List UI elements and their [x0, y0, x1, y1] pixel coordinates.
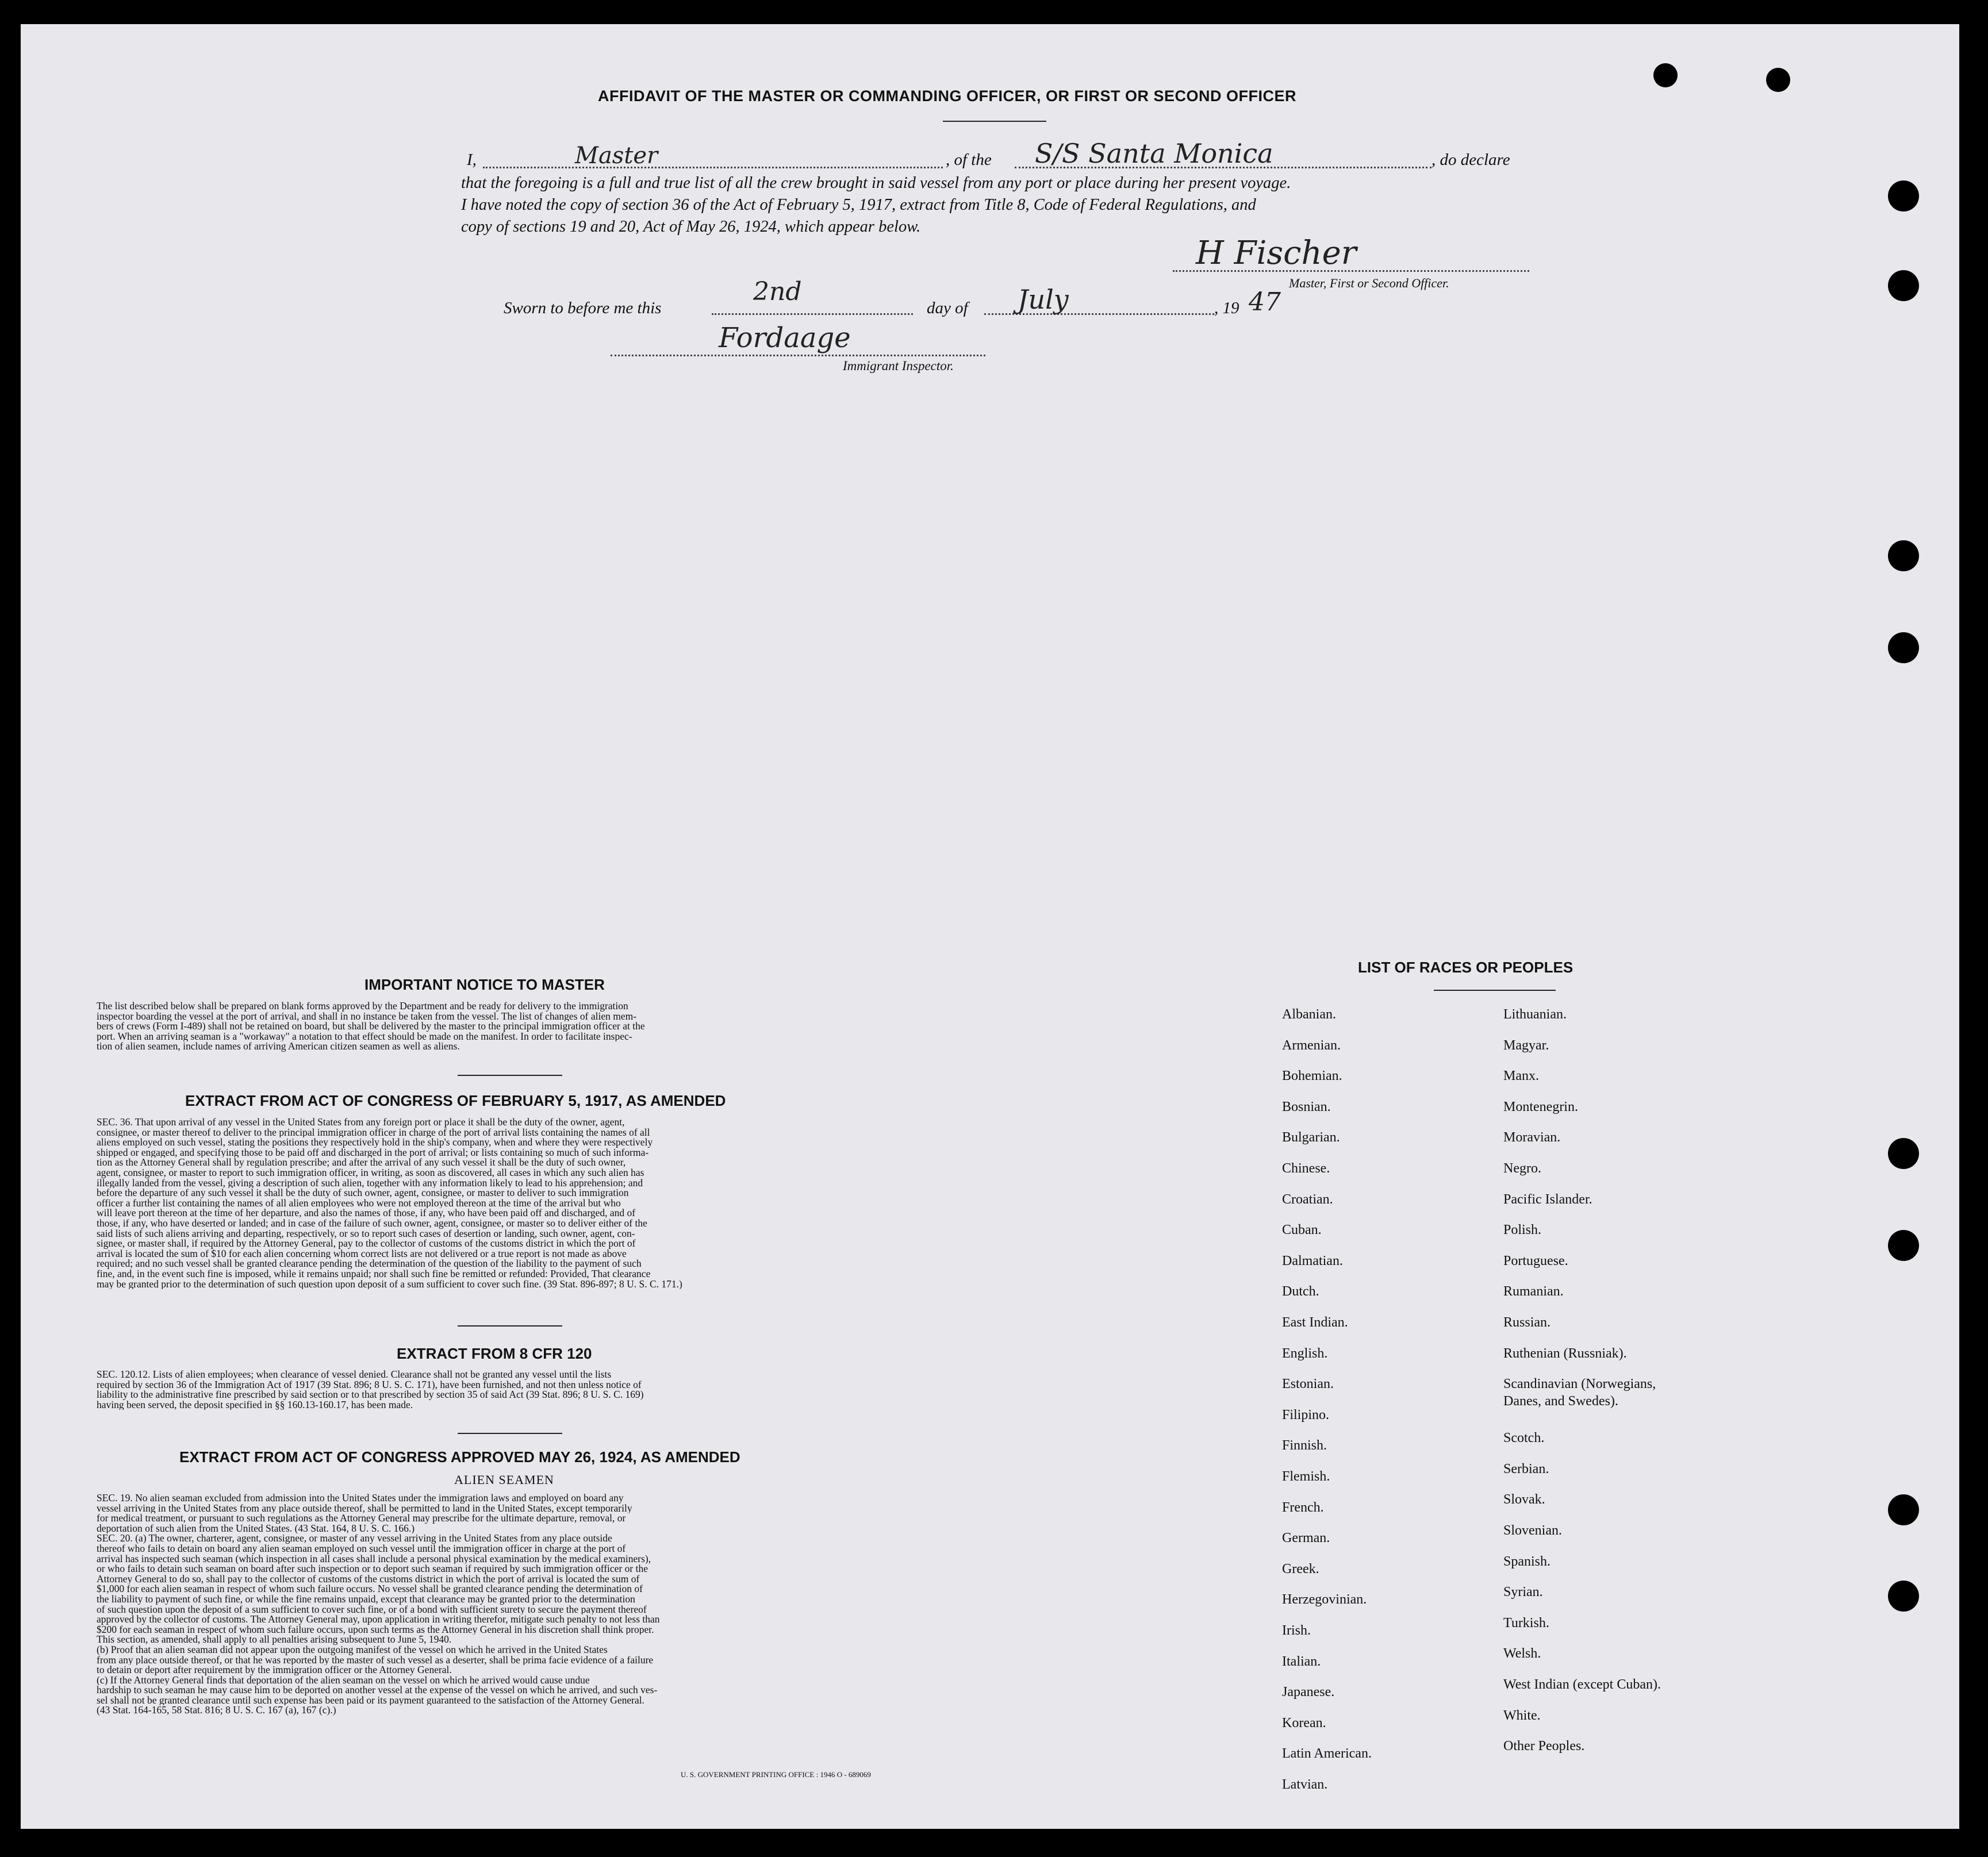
race-item: Herzegovinian. [1282, 1592, 1367, 1608]
text-line: officer a further list containing the names of all alien employees who were not employed thereon at the time of the arrival but who [97, 1198, 621, 1209]
text-line: vessel arriving in the United States from any place outside thereof, shall be permitted to land in the United States, except temporarily [97, 1503, 632, 1514]
handwritten-month: July [1018, 284, 1069, 315]
text-line: approved by the collector of customs. The Attorney General may, upon application in writing therefor, mitigate such penalty to not less than [97, 1614, 660, 1625]
text-line: will leave port thereon at the time of her departure, and also the names of those, if any, who have been paid off and discharged, and of [97, 1208, 636, 1218]
text-line: or who fails to detain such seaman on board after such inspection or to deport such seaman if required by such immigration officer or the [97, 1564, 648, 1574]
text-line: the liability to payment of such fine, or while the fine remains unpaid, except that clearance may be granted prior to the determination [97, 1594, 635, 1605]
race-item: Slovak. [1503, 1492, 1545, 1508]
punch-hole [1888, 632, 1919, 663]
race-item: Armenian. [1282, 1037, 1341, 1053]
text-line: hardship to such seaman he may cause him to be deported on another vessel at the expense of the vessel on which he arrived, and such ves- [97, 1685, 658, 1695]
race-item: Russian. [1503, 1315, 1551, 1330]
text-line: aliens employed on such vessel, stating the positions they respectively hold in the ship's company, when and where they were respectively [97, 1137, 653, 1148]
race-item: Ruthenian (Russniak). [1503, 1345, 1627, 1361]
text-line: $200 for each seaman in respect of whom such failure occurs, upon such terms as the Attorney General in his discretion shall think proper. [97, 1624, 654, 1635]
text-line: SEC. 120.12. Lists of alien employees; when clearance of vessel denied. Clearance shall not be granted any vessel until the lists [97, 1370, 612, 1380]
day-of-label: day of [927, 299, 968, 317]
handwritten-day: 2nd [753, 277, 802, 306]
race-item: Greek. [1282, 1561, 1319, 1577]
officer-signature: H Fischer [1196, 234, 1357, 272]
text-line: consignee, or master thereof to deliver to the principal immigration officer in charge of the port of arrival lists containing the names of all [97, 1127, 650, 1138]
inspector-signature-line [611, 355, 985, 356]
punch-hole [1888, 1581, 1919, 1612]
text-line: tion of alien seamen, include names of arriving American citizen seamen as well as aliens. [97, 1041, 460, 1052]
race-item: French. [1282, 1500, 1324, 1515]
race-item: Estonian. [1282, 1377, 1334, 1392]
inspector-signature: Fordaage [719, 322, 851, 354]
text-line: inspector boarding the vessel at the port of arrival, and shall in no instance be taken from the vessel. The list of changes of alien mem- [97, 1011, 637, 1022]
handwritten-vessel: S/S Santa Monica [1035, 138, 1273, 169]
race-item: Finnish. [1282, 1438, 1327, 1454]
race-item: Danes, and Swedes). [1503, 1394, 1618, 1409]
race-item: Manx. [1503, 1068, 1539, 1084]
text-line: said lists of such aliens arriving and departing, respectively, or so to report such cases of desertion or landing, such owner, agent, con- [97, 1228, 635, 1239]
race-item: Rumanian. [1503, 1284, 1564, 1299]
race-item: Bohemian. [1282, 1068, 1342, 1084]
race-item: Portuguese. [1503, 1253, 1568, 1268]
race-item: Scandinavian (Norwegians, [1503, 1377, 1656, 1392]
text-line: (b) Proof that an alien seaman did not appear upon the outgoing manifest of the vessel on which he arrived in the United States [97, 1644, 608, 1655]
race-item: English. [1282, 1345, 1328, 1361]
text-line: from any place outside thereof, or that he was reported by the master of such vessel as a deserter, shall be prima facie evidence of a failure [97, 1655, 654, 1666]
extract-cfr-title: EXTRACT FROM 8 CFR 120 [397, 1345, 592, 1362]
officer-signature-line [1173, 270, 1529, 272]
race-item: Bulgarian. [1282, 1130, 1340, 1145]
text-line: agent, consignee, or master to report to such immigration officer, in writing, as soon as discovered, all cases in which any such alien has [97, 1167, 644, 1178]
officer-caption: Master, First or Second Officer. [1289, 276, 1449, 290]
race-item: Italian. [1282, 1654, 1321, 1669]
title-rule [943, 121, 1046, 122]
race-item: Japanese. [1282, 1685, 1335, 1700]
text-line: required; and no such vessel shall be granted clearance pending the determination of the question of the liability to the payment of such [97, 1259, 642, 1269]
race-item: Negro. [1503, 1161, 1541, 1176]
text-line: sel shall not be granted clearance until such expense has been paid or its payment guaranteed to the satisfaction of the Attorney General. [97, 1695, 644, 1706]
text-line: fine, and, in the event such fine is imposed, while it remains unpaid; nor shall such fine be remitted or refunded: Provided, That clearance [97, 1268, 651, 1279]
race-item: Slovenian. [1503, 1523, 1562, 1538]
affidavit-line1-suffix: , do declare [1431, 151, 1510, 169]
text-line: SEC. 19. No alien seaman excluded from admission into the United States under the immigration laws and employed on board any [97, 1493, 624, 1504]
race-item: Montenegrin. [1503, 1099, 1578, 1114]
extract-cfr-paragraph [97, 1370, 934, 1410]
race-item: Moravian. [1503, 1130, 1561, 1145]
text-line: thereof who fails to detain on board any alien seaman employed on such vessel until the immigration officer in charge at the port of [97, 1543, 626, 1554]
punch-hole [1888, 270, 1919, 301]
text-line: arrival is located the sum of $10 for each alien concerning whom correct lists are not delivered or a true report is not made as above [97, 1248, 627, 1259]
affidavit-line1-prefix: I, [467, 151, 477, 169]
race-item: Flemish. [1282, 1469, 1330, 1484]
affidavit-line1-mid: , of the [946, 151, 992, 169]
text-line: signee, or master shall, if required by the Attorney General, pay to the collector of customs of the customs district in which the port of [97, 1239, 636, 1249]
race-item: Polish. [1503, 1222, 1542, 1238]
handwritten-rank: Master [575, 143, 658, 169]
race-item: Cuban. [1282, 1222, 1322, 1238]
race-item: Dutch. [1282, 1284, 1319, 1299]
extract-1917-title: EXTRACT FROM ACT OF CONGRESS OF FEBRUARY 5, 1917, AS AMENDED [185, 1092, 726, 1109]
extract-1924-paragraph [97, 1493, 945, 1716]
race-item: Other Peoples. [1503, 1739, 1585, 1754]
text-line: arrival has inspected such seaman (which inspection in all cases shall include a personal physical examination by the medical examiners), [97, 1554, 651, 1564]
text-line: for medical treatment, or pursuant to such regulations as the Attorney General may prescribe for the ultimate departure, removal, or [97, 1513, 626, 1524]
race-item: Welsh. [1503, 1646, 1541, 1662]
day-line [712, 313, 913, 315]
text-line: This section, as amended, shall apply to all penalties arising subsequent to June 5, 1940. [97, 1635, 452, 1645]
race-item: Turkish. [1503, 1615, 1549, 1631]
races-title-rule [1434, 990, 1556, 991]
punch-hole [1653, 63, 1678, 87]
punch-hole [1888, 180, 1919, 212]
affidavit-body-line4: copy of sections 19 and 20, Act of May 26, 1924, which appear below. [461, 218, 921, 236]
race-item: East Indian. [1282, 1315, 1348, 1330]
race-item: Latvian. [1282, 1777, 1328, 1792]
race-item: Syrian. [1503, 1585, 1543, 1600]
handwritten-year: 47 [1249, 287, 1281, 317]
affidavit-title: AFFIDAVIT OF THE MASTER OR COMMANDING OFFICER, OR FIRST OR SECOND OFFICER [598, 87, 1296, 105]
race-item: West Indian (except Cuban). [1503, 1677, 1661, 1692]
race-item: Croatian. [1282, 1191, 1333, 1207]
punch-hole [1888, 1230, 1919, 1261]
text-line: bers of crews (Form I-489) shall not be retained on board, but shall be delivered by the master to the principal immigration officer at the [97, 1021, 645, 1032]
text-line: (43 Stat. 164-165, 58 Stat. 816; 8 U. S. C. 167 (a), 167 (c).) [97, 1705, 336, 1716]
year-prefix: , 19 [1214, 299, 1239, 317]
section-rule [458, 1433, 562, 1434]
section-rule [458, 1325, 562, 1327]
race-item: Filipino. [1282, 1407, 1330, 1422]
text-line: to detain or deport after requirement by the immigration officer or the Attorney General. [97, 1665, 452, 1675]
text-line: shipped or engaged, and specifying those to be paid off and discharged in the port of arrival; or lists containing so much of such informa- [97, 1147, 649, 1158]
inspector-caption: Immigrant Inspector. [843, 359, 954, 373]
races-title: LIST OF RACES OR PEOPLES [1358, 959, 1573, 976]
text-line: SEC. 20. (a) The owner, charterer, agent, consignee, or master of any vessel arriving in the United States from any place outside [97, 1533, 612, 1544]
race-item: Magyar. [1503, 1037, 1549, 1053]
race-item: White. [1503, 1708, 1541, 1723]
text-line: those, if any, who have deserted or landed; and in case of the failure of such owner, agent, consignee, or master so to deliver either of the [97, 1218, 647, 1229]
race-item: Pacific Islander. [1503, 1191, 1592, 1207]
race-item: Serbian. [1503, 1461, 1549, 1477]
notice-title: IMPORTANT NOTICE TO MASTER [364, 976, 605, 993]
race-item: Latin American. [1282, 1746, 1372, 1762]
race-item: Irish. [1282, 1623, 1311, 1638]
punch-hole [1766, 68, 1790, 92]
punch-hole [1888, 1138, 1919, 1169]
race-item: Scotch. [1503, 1431, 1545, 1446]
alien-seamen-subtitle: ALIEN SEAMEN [454, 1472, 554, 1487]
text-line: required by section 36 of the Immigration Act of 1917 (39 Stat. 896; 8 U. S. C. 171), have been furnished, and not then unless notice of [97, 1379, 642, 1390]
punch-hole [1888, 1494, 1919, 1525]
race-item: Lithuanian. [1503, 1007, 1567, 1022]
text-line: liability to the administrative fine prescribed by said section or to that prescribed by section 35 of said Act (39 Stat. 896; 8 U. S. C. 169) [97, 1390, 644, 1400]
race-item: German. [1282, 1531, 1330, 1546]
printer-imprint: U. S. GOVERNMENT PRINTING OFFICE : 1946 O - 689069 [681, 1770, 871, 1779]
race-item: Dalmatian. [1282, 1253, 1343, 1268]
affidavit-body-line2: that the foregoing is a full and true list of all the crew brought in said vessel from any port or place during her present voyage. [461, 174, 1291, 192]
sworn-label: Sworn to before me this [504, 299, 662, 317]
text-line: (c) If the Attorney General finds that deportation of the alien seaman on the vessel on which he arrived would cause undue [97, 1675, 590, 1686]
text-line: Attorney General to do so, shall pay to the collector of customs of the customs district in which the port of arrival is located the sum of [97, 1574, 640, 1585]
section-rule [458, 1075, 562, 1076]
affidavit-body-line3: I have noted the copy of section 36 of the Act of February 5, 1917, extract from Title 8, Code of Federal Regulations, and [461, 196, 1256, 214]
text-line: tion as the Attorney General shall by regulation prescribe; and after the arrival of any such vessel it shall be the duty of such owner, [97, 1158, 626, 1168]
text-line: of such question upon the deposit of a sum sufficient to cover such fine, or of a bond with sufficient surety to secure the payment thereof [97, 1604, 647, 1615]
text-line: The list described below shall be prepared on blank forms approved by the Department and be ready for delivery to the immigration [97, 1001, 628, 1012]
text-line: SEC. 36. That upon arrival of any vessel in the United States from any foreign port or place it shall be the duty of the owner, agent, [97, 1117, 625, 1128]
punch-hole [1888, 540, 1919, 571]
race-item: Albanian. [1282, 1007, 1336, 1022]
extract-1917-paragraph [97, 1117, 934, 1289]
rank-line [483, 167, 943, 168]
text-line: illegally landed from the vessel, giving a description of such alien, together with any information likely to lead to his apprehension; and [97, 1178, 643, 1189]
text-line: deportation of such alien from the United States. (43 Stat. 164, 8 U. S. C. 166.) [97, 1523, 415, 1534]
text-line: having been served, the deposit specified in §§ 160.13-160.17, has been made. [97, 1400, 413, 1410]
text-line: may be granted prior to the determination of such question upon deposit of a sum sufficient to cover such fine. (39 Stat. 896-897; 8 U. S. C. 171.) [97, 1279, 682, 1290]
text-line: $1,000 for each alien seaman in respect of whom such failure occurs. No vessel shall be granted clearance pending the determination of [97, 1584, 643, 1594]
race-item: Chinese. [1282, 1161, 1330, 1176]
race-item: Spanish. [1503, 1554, 1551, 1569]
notice-paragraph [97, 1001, 934, 1052]
race-item: Korean. [1282, 1715, 1326, 1731]
extract-1924-title: EXTRACT FROM ACT OF CONGRESS APPROVED MAY 26, 1924, AS AMENDED [179, 1448, 740, 1466]
text-line: port. When an arriving seaman is a "workaway" a notation to that effect should be made on the manifest. In order to facilitate inspec- [97, 1031, 632, 1042]
text-line: before the departure of any such vessel it shall be the duty of such owner, agent, consignee, or master to deliver to such immigration [97, 1188, 629, 1198]
race-item: Bosnian. [1282, 1099, 1331, 1114]
